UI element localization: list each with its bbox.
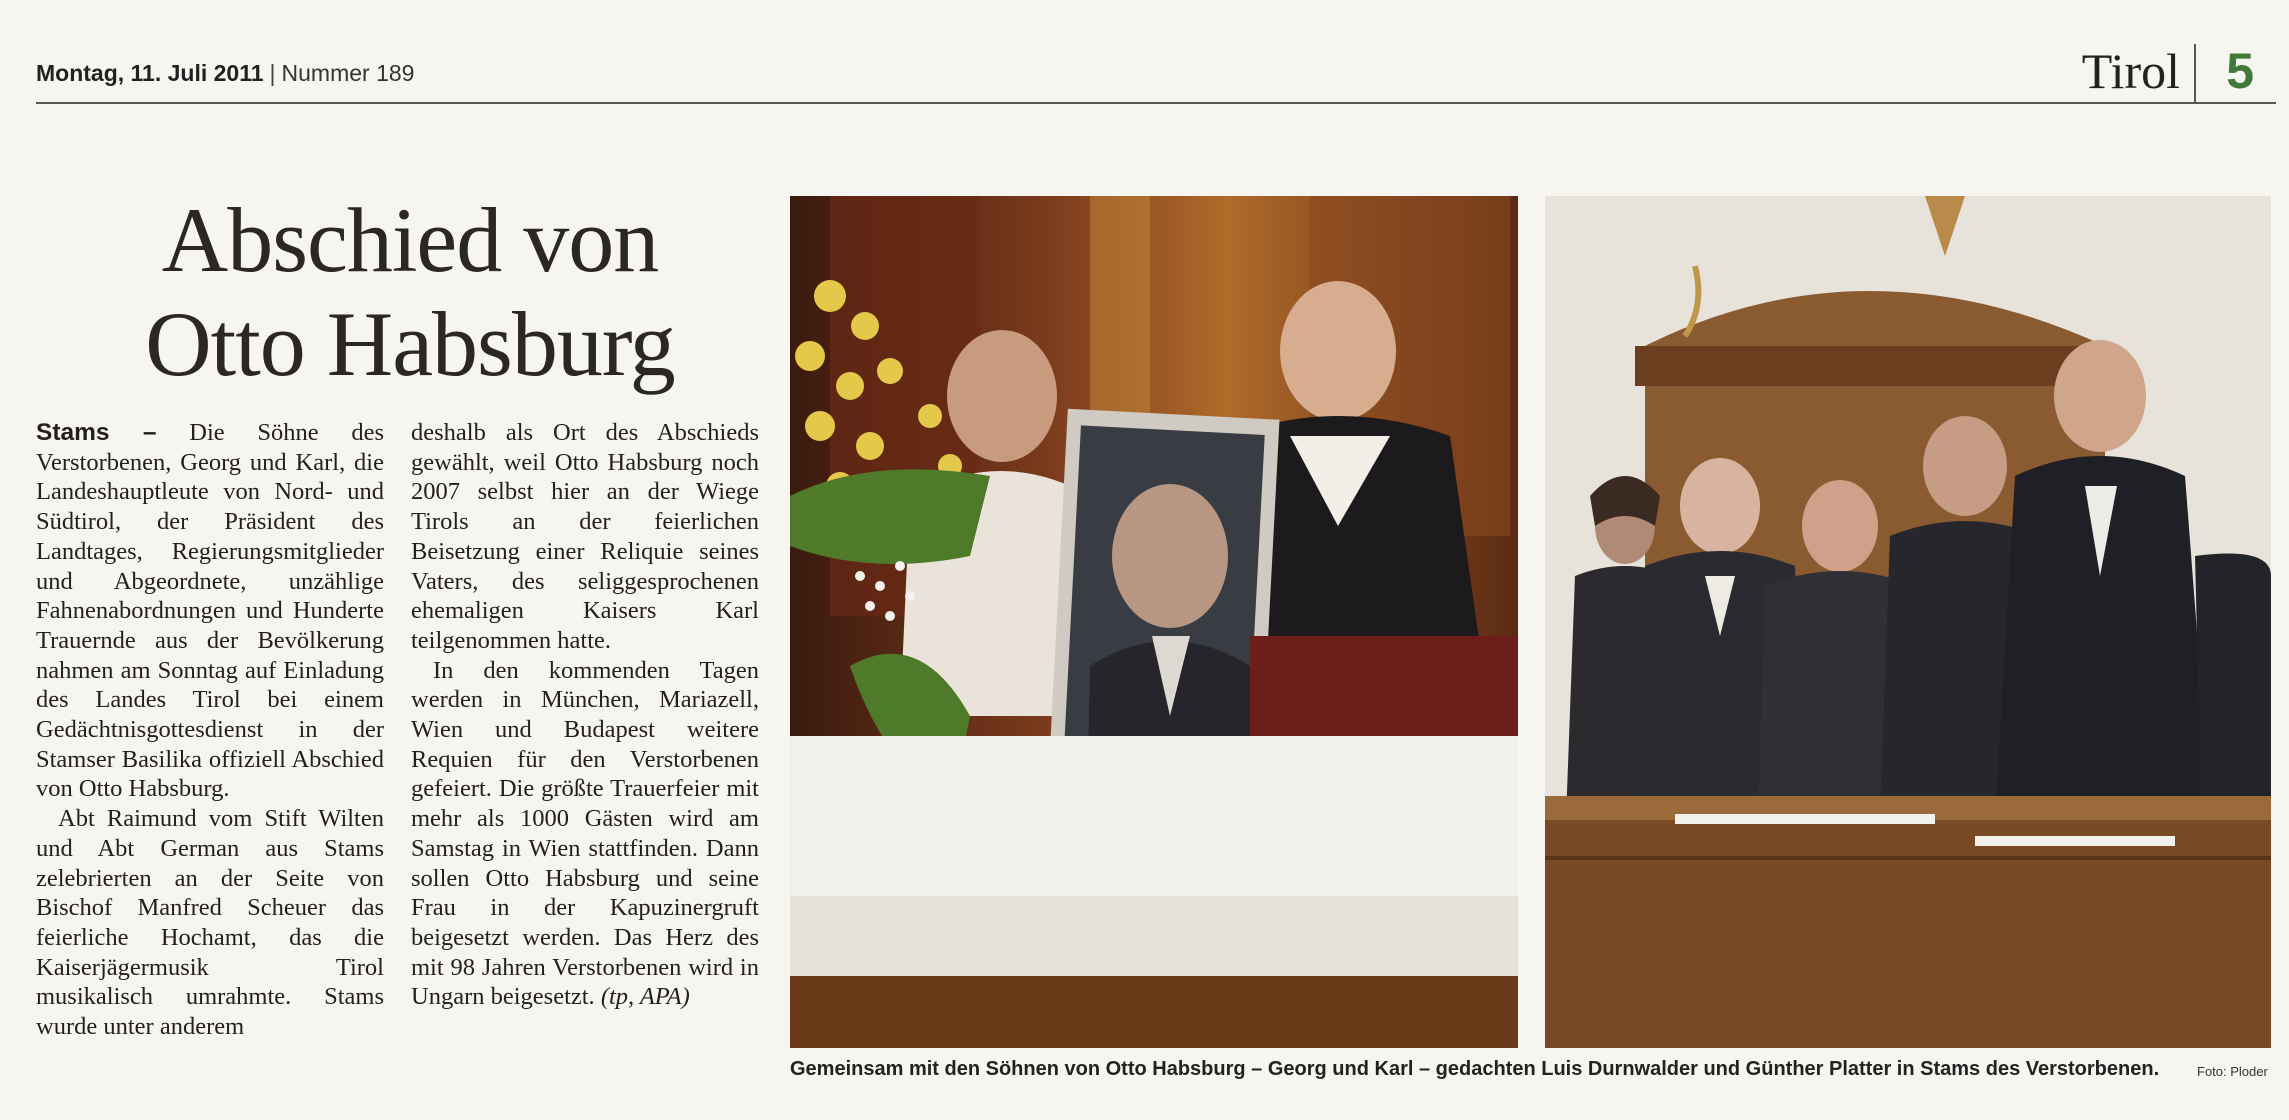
article-headline <box>60 188 760 396</box>
issue-date: Montag, 11. Juli 2011 | Nummer 189 <box>36 60 415 86</box>
masthead-divider <box>2194 44 2196 102</box>
paragraph-2-part-1: Abt Raimund vom Stift Wilten und Abt German aus Stams zelebrierten an der Seite von Bischof Manfred Scheuer das feierliche Hochamt, das die Kaiserjägermusik Tirol musikalisch umrahmte. Stams wurde unter anderem <box>36 805 384 1041</box>
section-title: Tirol <box>2081 43 2180 99</box>
header-rule <box>36 102 2276 104</box>
issue-number: Nummer 189 <box>281 60 415 86</box>
page-number: 5 <box>2226 43 2254 99</box>
article-column-1 <box>36 418 384 1042</box>
headline-line-1: Abschied von <box>161 189 659 291</box>
headline-line-2: Otto Habsburg <box>145 293 675 395</box>
dateline: Stams – <box>36 419 157 446</box>
paragraph-2-part-2: deshalb als Ort des Abschieds gewählt, weil Otto Habsburg noch 2007 selbst hier an der Wiege Tirols an der feierlichen Beisetzung einer Reliquie seines Vaters, des seliggesprochenen ehemaligen Kaisers Karl teilgenommen hatte. <box>411 419 759 654</box>
photo-caption: Gemeinsam mit den Söhnen von Otto Habsburg – Georg und Karl – gedachten Luis Durnwalder und Günther Platter in Stams des Verstorbenen. <box>790 1058 2160 1080</box>
paragraph-1: Stams – Die Söhne des Verstorbenen, Georg und Karl, die Landeshauptleute von Nord- und Südtirol, der Präsident des Landtages, Regierungsmitglieder und Abgeordnete, unzählige Fahnenabordnungen und Hunderte Trauernde aus der Bevölkerung nahmen am Sonntag auf Einladung des Landes Tirol bei einem Gedächtnisgottesdienst in der Stamser Basilika offiziell Abschied von Otto Habsburg. <box>36 419 384 803</box>
author-credit: (tp, APA) <box>600 983 690 1011</box>
photo-memorial-altar <box>790 196 1518 1048</box>
article-column-2 <box>411 418 759 1012</box>
photo-mourners <box>1545 196 2271 1048</box>
masthead <box>36 43 2276 100</box>
paragraph-3: In den kommenden Tagen werden in München, Mariazell, Wien und Budapest weitere Requien für den Verstorbenen gefeiert. Die größte Trauerfeier mit mehr als 1000 Gästen wird am Samstag in Wien stattfinden. Dann sollen Otto Habsburg und seine Frau in der Kapuzinergruft beigesetzt werden. Das Herz des mit 98 Jahren Verstorbenen wird in Ungarn beigesetzt. (tp, APA) <box>411 656 759 1011</box>
photo-credit: Foto: Ploder <box>2197 1064 2268 1079</box>
